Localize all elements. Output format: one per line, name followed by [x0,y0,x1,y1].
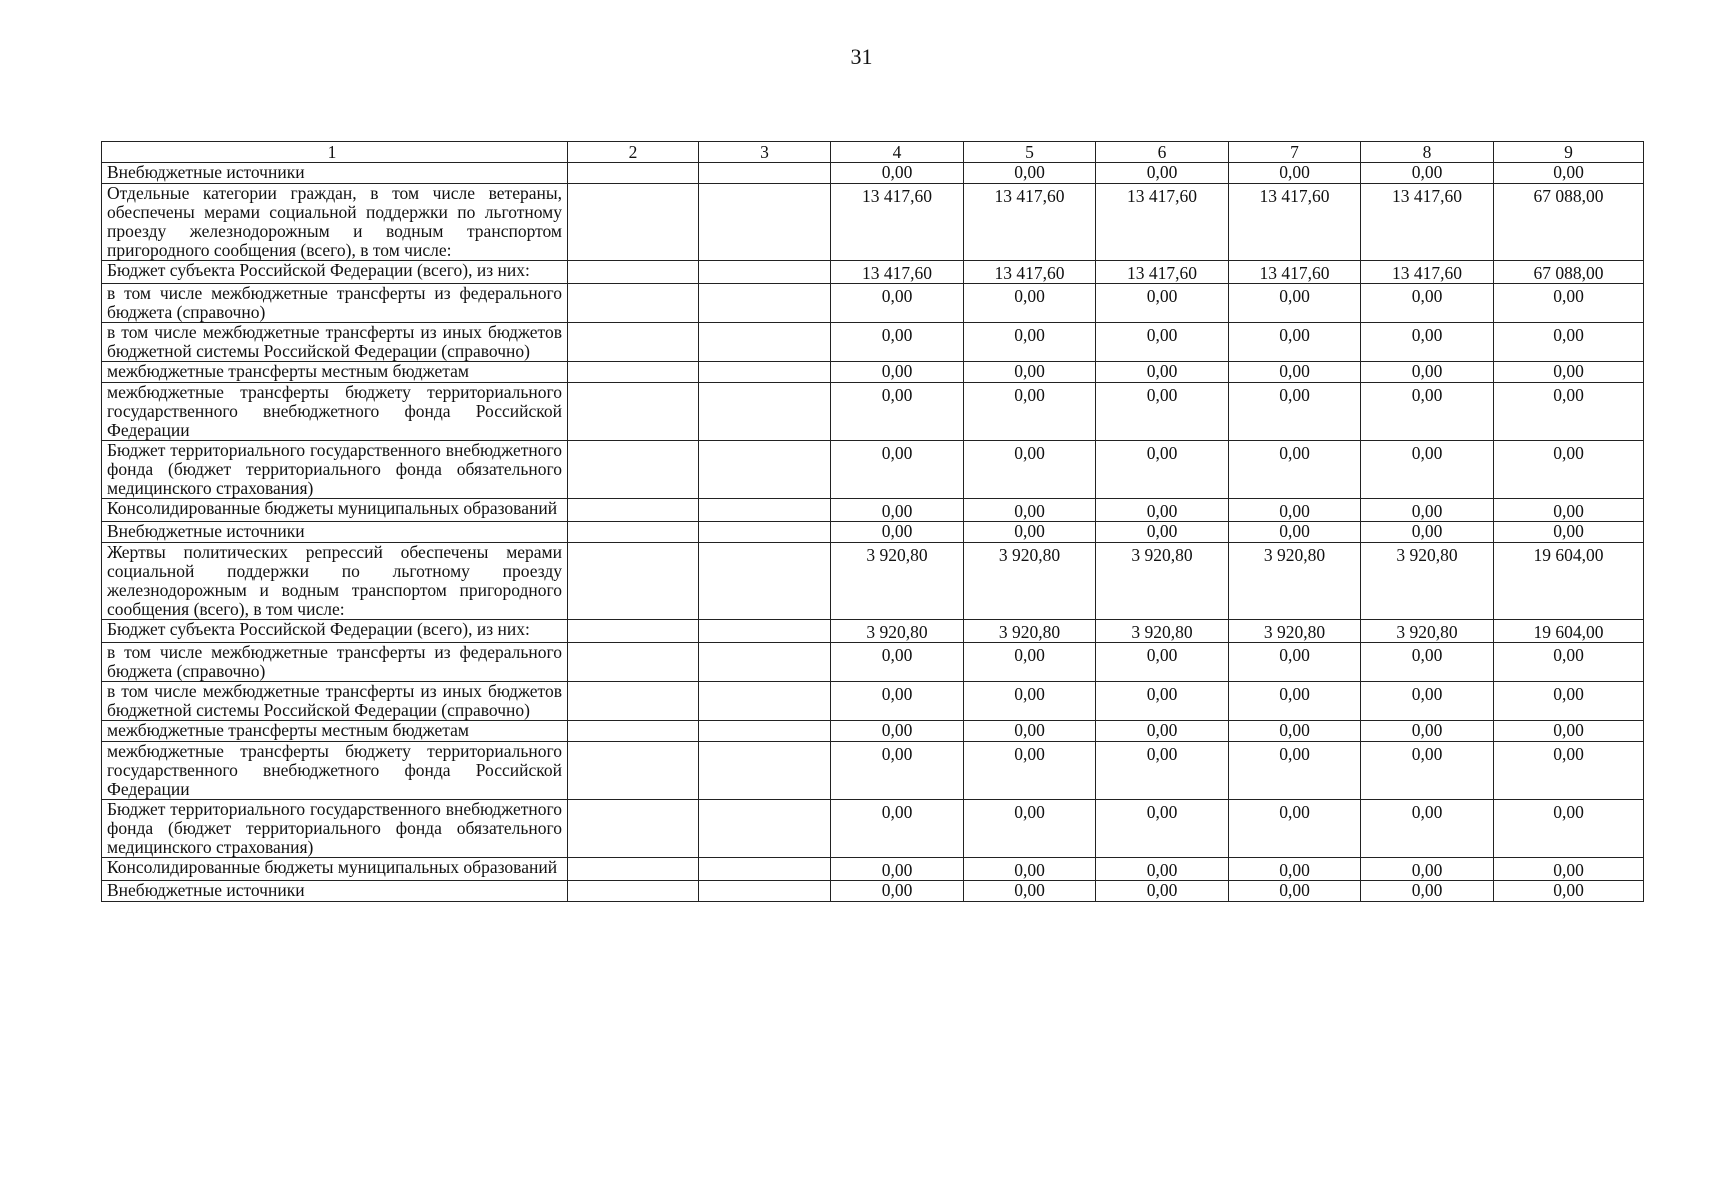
value-cell: 0,00 [1096,522,1229,543]
value-cell: 0,00 [1096,721,1229,742]
empty-cell [699,858,831,881]
value-cell: 0,00 [1229,742,1361,800]
value-cell: 0,00 [1096,881,1229,902]
header-row [102,142,1644,163]
empty-cell [699,323,831,362]
value-cell: 67 088,00 [1494,261,1644,284]
value-cell: 0,00 [1229,721,1361,742]
value-cell: 0,00 [964,742,1096,800]
table-row [102,543,1644,620]
value-cell: 0,00 [1096,163,1229,184]
table-row [102,163,1644,184]
value-cell: 0,00 [1096,742,1229,800]
table-row [102,682,1644,721]
value-cell: 0,00 [831,163,964,184]
table-row [102,881,1644,902]
value-cell: 0,00 [1361,163,1494,184]
value-cell: 0,00 [1494,721,1644,742]
table-row [102,643,1644,682]
value-cell: 0,00 [1229,682,1361,721]
empty-cell [699,721,831,742]
row-description: Внебюджетные источники [102,522,568,543]
value-cell: 0,00 [1494,742,1644,800]
empty-cell [568,800,699,858]
value-cell: 0,00 [964,682,1096,721]
value-cell: 13 417,60 [964,184,1096,261]
empty-cell [568,858,699,881]
value-cell: 0,00 [964,643,1096,682]
empty-cell [568,184,699,261]
value-cell: 3 920,80 [1096,543,1229,620]
value-cell: 0,00 [1494,323,1644,362]
value-cell: 0,00 [1096,682,1229,721]
value-cell: 0,00 [1229,163,1361,184]
value-cell: 0,00 [1494,499,1644,522]
value-cell: 3 920,80 [1229,620,1361,643]
value-cell: 0,00 [964,284,1096,323]
value-cell: 0,00 [1229,499,1361,522]
header-cell: 6 [1096,142,1229,163]
empty-cell [568,682,699,721]
empty-cell [699,881,831,902]
header-cell: 5 [964,142,1096,163]
value-cell: 0,00 [1229,323,1361,362]
table-body [102,142,1644,902]
empty-cell [699,643,831,682]
budget-table [101,141,1644,902]
empty-cell [568,284,699,323]
value-cell: 0,00 [1361,858,1494,881]
value-cell: 3 920,80 [1361,620,1494,643]
value-cell: 0,00 [1361,742,1494,800]
value-cell: 0,00 [1229,362,1361,383]
value-cell: 0,00 [831,721,964,742]
row-description: Внебюджетные источники [102,881,568,902]
table-row [102,323,1644,362]
empty-cell [699,163,831,184]
value-cell: 0,00 [964,163,1096,184]
row-description: в том числе межбюджетные трансферты из федерального бюджета (справочно) [102,284,568,323]
value-cell: 13 417,60 [1361,184,1494,261]
empty-cell [568,163,699,184]
empty-cell [699,284,831,323]
value-cell: 0,00 [1494,800,1644,858]
table-row [102,858,1644,881]
value-cell: 0,00 [1494,362,1644,383]
empty-cell [699,362,831,383]
value-cell: 0,00 [1361,441,1494,499]
table-row [102,284,1644,323]
value-cell: 13 417,60 [964,261,1096,284]
row-description: Отдельные категории граждан, в том числе ветераны, обеспечены мерами социальной поддержки по льготному проезду железнодорожным и водным транспортом пригородного сообщения (всего), в том числе: [102,184,568,261]
value-cell: 0,00 [1229,284,1361,323]
value-cell: 3 920,80 [1361,543,1494,620]
header-cell: 2 [568,142,699,163]
table-row [102,383,1644,441]
value-cell: 0,00 [831,858,964,881]
empty-cell [568,441,699,499]
value-cell: 0,00 [1361,499,1494,522]
table-row [102,499,1644,522]
row-description: в том числе межбюджетные трансферты из иных бюджетов бюджетной системы Российской Федерации (справочно) [102,323,568,362]
empty-cell [568,362,699,383]
value-cell: 0,00 [1494,881,1644,902]
value-cell: 0,00 [1229,383,1361,441]
value-cell: 0,00 [964,881,1096,902]
empty-cell [568,499,699,522]
value-cell: 0,00 [1229,643,1361,682]
empty-cell [568,323,699,362]
value-cell: 0,00 [964,800,1096,858]
value-cell: 0,00 [964,383,1096,441]
value-cell: 0,00 [1361,284,1494,323]
table-row [102,184,1644,261]
value-cell: 0,00 [1229,441,1361,499]
value-cell: 0,00 [1096,800,1229,858]
value-cell: 0,00 [831,742,964,800]
empty-cell [699,261,831,284]
table-row [102,800,1644,858]
row-description: в том числе межбюджетные трансферты из федерального бюджета (справочно) [102,643,568,682]
value-cell: 0,00 [1494,441,1644,499]
value-cell: 13 417,60 [1229,184,1361,261]
value-cell: 0,00 [1361,800,1494,858]
row-description: Бюджет территориального государственного внебюджетного фонда (бюджет территориального фонда обязательного медицинского страхования) [102,800,568,858]
header-cell: 3 [699,142,831,163]
value-cell: 0,00 [1229,800,1361,858]
page-number: 31 [850,44,873,69]
empty-cell [568,543,699,620]
value-cell: 0,00 [964,858,1096,881]
value-cell: 0,00 [1361,362,1494,383]
value-cell: 0,00 [831,522,964,543]
value-cell: 0,00 [1494,284,1644,323]
value-cell: 0,00 [1096,643,1229,682]
empty-cell [699,383,831,441]
value-cell: 0,00 [1096,499,1229,522]
empty-cell [699,543,831,620]
value-cell: 0,00 [1229,858,1361,881]
empty-cell [699,742,831,800]
table-row [102,742,1644,800]
value-cell: 0,00 [831,383,964,441]
value-cell: 19 604,00 [1494,620,1644,643]
row-description: межбюджетные трансферты местным бюджетам [102,721,568,742]
row-description: Бюджет субъекта Российской Федерации (всего), из них: [102,620,568,643]
value-cell: 0,00 [831,800,964,858]
value-cell: 13 417,60 [1096,261,1229,284]
row-description: Консолидированные бюджеты муниципальных образований [102,499,568,522]
empty-cell [699,620,831,643]
empty-cell [568,721,699,742]
empty-cell [699,522,831,543]
empty-cell [568,620,699,643]
value-cell: 0,00 [1096,323,1229,362]
row-description: в том числе межбюджетные трансферты из иных бюджетов бюджетной системы Российской Федерации (справочно) [102,682,568,721]
value-cell: 67 088,00 [1494,184,1644,261]
value-cell: 3 920,80 [964,543,1096,620]
row-description: Бюджет субъекта Российской Федерации (всего), из них: [102,261,568,284]
value-cell: 0,00 [831,499,964,522]
header-cell: 7 [1229,142,1361,163]
value-cell: 13 417,60 [1229,261,1361,284]
value-cell: 0,00 [1096,858,1229,881]
row-description: межбюджетные трансферты бюджету территориального государственного внебюджетного фонда Российской Федерации [102,383,568,441]
value-cell: 0,00 [1096,284,1229,323]
value-cell: 0,00 [1494,383,1644,441]
value-cell: 3 920,80 [964,620,1096,643]
empty-cell [699,184,831,261]
value-cell: 0,00 [964,362,1096,383]
value-cell: 13 417,60 [831,261,964,284]
value-cell: 0,00 [1229,881,1361,902]
value-cell: 3 920,80 [1229,543,1361,620]
table-row [102,620,1644,643]
value-cell: 0,00 [1361,643,1494,682]
value-cell: 0,00 [964,522,1096,543]
value-cell: 0,00 [964,441,1096,499]
value-cell: 0,00 [1361,323,1494,362]
empty-cell [699,800,831,858]
value-cell: 0,00 [1494,163,1644,184]
empty-cell [699,499,831,522]
header-cell: 4 [831,142,964,163]
value-cell: 13 417,60 [1361,261,1494,284]
value-cell: 0,00 [1494,858,1644,881]
header-cell: 8 [1361,142,1494,163]
empty-cell [568,742,699,800]
row-description: Консолидированные бюджеты муниципальных образований [102,858,568,881]
value-cell: 0,00 [831,682,964,721]
value-cell: 19 604,00 [1494,543,1644,620]
table-row [102,261,1644,284]
value-cell: 0,00 [1361,522,1494,543]
row-description: Жертвы политических репрессий обеспечены мерами социальной поддержки по льготному проезду железнодорожным и водным транспортом пригородного сообщения (всего), в том числе: [102,543,568,620]
table-row [102,441,1644,499]
row-description: межбюджетные трансферты местным бюджетам [102,362,568,383]
value-cell: 0,00 [1361,682,1494,721]
table-row [102,362,1644,383]
value-cell: 3 920,80 [831,543,964,620]
value-cell: 0,00 [964,323,1096,362]
value-cell: 0,00 [831,323,964,362]
empty-cell [568,643,699,682]
empty-cell [568,261,699,284]
value-cell: 0,00 [1361,383,1494,441]
value-cell: 13 417,60 [1096,184,1229,261]
value-cell: 0,00 [964,499,1096,522]
value-cell: 3 920,80 [831,620,964,643]
empty-cell [568,881,699,902]
row-description: межбюджетные трансферты бюджету территориального государственного внебюджетного фонда Российской Федерации [102,742,568,800]
value-cell: 0,00 [1494,522,1644,543]
value-cell: 0,00 [964,721,1096,742]
value-cell: 0,00 [1494,682,1644,721]
value-cell: 0,00 [1229,522,1361,543]
value-cell: 0,00 [831,881,964,902]
value-cell: 0,00 [1096,383,1229,441]
value-cell: 0,00 [1096,441,1229,499]
header-cell: 9 [1494,142,1644,163]
value-cell: 0,00 [1494,643,1644,682]
table-row [102,522,1644,543]
value-cell: 0,00 [1361,721,1494,742]
value-cell: 3 920,80 [1096,620,1229,643]
header-cell: 1 [102,142,568,163]
value-cell: 0,00 [831,362,964,383]
empty-cell [699,441,831,499]
table-row [102,721,1644,742]
empty-cell [568,522,699,543]
row-description: Внебюджетные источники [102,163,568,184]
value-cell: 0,00 [1361,881,1494,902]
value-cell: 0,00 [831,643,964,682]
empty-cell [568,383,699,441]
value-cell: 0,00 [831,284,964,323]
value-cell: 13 417,60 [831,184,964,261]
value-cell: 0,00 [1096,362,1229,383]
value-cell: 0,00 [831,441,964,499]
empty-cell [699,682,831,721]
row-description: Бюджет территориального государственного внебюджетного фонда (бюджет территориального фонда обязательного медицинского страхования) [102,441,568,499]
